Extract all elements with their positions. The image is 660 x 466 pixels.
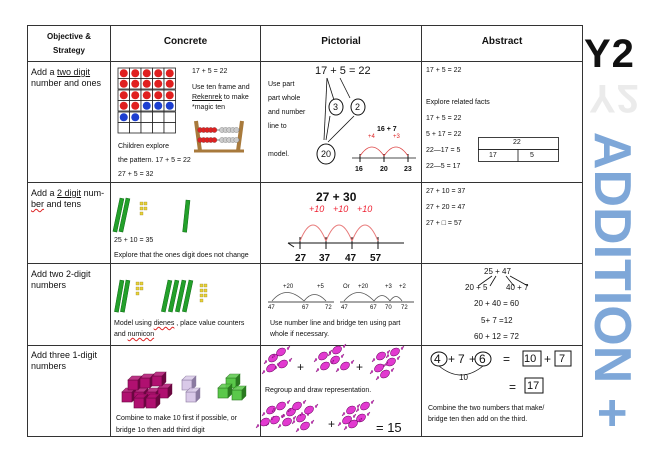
part-value: 2 bbox=[355, 102, 361, 112]
circled-number: 4 bbox=[434, 352, 441, 366]
operator: = bbox=[503, 352, 511, 366]
partition-right: 40 + 7 bbox=[506, 283, 529, 292]
circled-number: 6 bbox=[479, 352, 486, 366]
operator: + bbox=[448, 352, 456, 366]
objective-cell: Add two 2-digit numbers bbox=[31, 269, 91, 290]
caption: Regroup and draw representation. bbox=[265, 387, 372, 394]
abstract-line: 5+ 7 =12 bbox=[481, 316, 513, 325]
row-divider bbox=[28, 345, 582, 346]
equation: 17 + 5 = 22 bbox=[315, 65, 371, 77]
addition-banner: ADDITION + bbox=[583, 131, 641, 429]
abstract-line: 17 + 5 = 22 bbox=[426, 115, 462, 122]
jump-label: +5 bbox=[317, 284, 324, 290]
jump-label: +10 bbox=[309, 204, 325, 214]
operator: = bbox=[509, 380, 517, 394]
abstract-line: 27 + 20 = 47 bbox=[426, 204, 466, 211]
tick-label: 47 bbox=[345, 253, 357, 264]
jump-label: +2 bbox=[399, 284, 406, 290]
number-line bbox=[286, 215, 406, 251]
year-reflection: Y2 bbox=[589, 76, 640, 120]
objective-cell: Add a two digit number and ones bbox=[31, 67, 102, 88]
caption: bridge 1o then add third digit bbox=[116, 427, 205, 434]
abstract-line: 22—17 = 5 bbox=[426, 147, 461, 154]
number-line bbox=[352, 134, 418, 166]
bar-part: 5 bbox=[530, 152, 534, 159]
operator: + bbox=[544, 352, 552, 366]
abstract-line: Explore related facts bbox=[426, 99, 490, 106]
row-divider bbox=[28, 61, 582, 62]
caption: 27 + 5 = 32 bbox=[118, 171, 154, 178]
caption: Model using dienes , place value counters bbox=[114, 320, 245, 327]
caption: bridge ten then add on the third. bbox=[428, 416, 528, 423]
base-ten-sticks bbox=[116, 194, 206, 234]
jump-label: +3 bbox=[385, 284, 392, 290]
tick-label: 23 bbox=[404, 166, 412, 173]
caption: Use part part whole and number line to model. bbox=[268, 81, 306, 158]
caption: Explore that the ones digit does not change bbox=[114, 252, 249, 259]
bar-part: 17 bbox=[489, 152, 497, 159]
objective-cell: Add a 2 digit num- ber and tens bbox=[31, 188, 105, 209]
caption: *magic ten bbox=[192, 104, 226, 111]
jump-label: +20 bbox=[358, 284, 369, 290]
tick-label: 70 bbox=[385, 305, 392, 311]
tick-label: 27 bbox=[295, 253, 307, 264]
objective-cell: Add three 1-digit numbers bbox=[31, 350, 98, 371]
tick-label: 47 bbox=[341, 305, 348, 311]
plus-sign: + bbox=[328, 417, 336, 431]
base-ten-blocks bbox=[116, 276, 226, 314]
tick-label: 72 bbox=[325, 305, 332, 311]
caption: Combine the two numbers that make/ bbox=[428, 405, 545, 412]
jump-label: +20 bbox=[283, 284, 294, 290]
jump-label: +3 bbox=[393, 134, 400, 140]
partition-top: 25 + 47 bbox=[484, 267, 511, 276]
equation: 27 + 30 bbox=[316, 190, 357, 204]
jump-label: Or bbox=[343, 284, 350, 290]
abstract-line: 27 + 10 = 37 bbox=[426, 188, 466, 195]
tick-label: 67 bbox=[302, 305, 309, 311]
column-divider bbox=[421, 26, 422, 436]
caption: Rekenrek to make bbox=[192, 94, 249, 101]
caption: the pattern. 17 + 5 = 22 bbox=[118, 157, 191, 164]
result: = 15 bbox=[376, 420, 402, 435]
tick-label: 47 bbox=[268, 305, 275, 311]
cubes-image bbox=[118, 368, 248, 412]
boxed-number: 10 bbox=[524, 353, 537, 365]
column-divider bbox=[110, 26, 111, 436]
ten-frame-image bbox=[118, 68, 178, 136]
tick-label: 72 bbox=[401, 305, 408, 311]
caption: Combine to make 10 first if possible, or bbox=[116, 415, 237, 422]
part-value: 3 bbox=[333, 102, 339, 112]
header-objective: Objective & Strategy bbox=[46, 32, 91, 55]
abstract-line: 22—5 = 17 bbox=[426, 163, 461, 170]
plus-sign: + bbox=[356, 360, 364, 374]
operator: + bbox=[469, 352, 477, 366]
caption: and numicon bbox=[114, 331, 155, 338]
caption: Children explore bbox=[118, 143, 169, 150]
equation: 25 + 10 = 35 bbox=[114, 237, 154, 244]
jump-label: +10 bbox=[333, 204, 349, 214]
tick-label: 16 bbox=[355, 166, 363, 173]
abstract-line: 17 + 5 = 22 bbox=[426, 67, 462, 74]
caption: Use number line and bridge ten using part bbox=[270, 320, 401, 327]
abstract-line: 5 + 17 = 22 bbox=[426, 131, 462, 138]
boxed-number: 17 bbox=[527, 380, 540, 392]
tick-label: 67 bbox=[370, 305, 377, 311]
equation: 17 + 5 = 22 bbox=[192, 68, 228, 75]
plus-sign: + bbox=[297, 360, 305, 374]
year-label: Y2 bbox=[584, 32, 635, 76]
tick-label: 57 bbox=[370, 253, 382, 264]
row-divider bbox=[28, 182, 582, 183]
partition-left: 20 + 5 bbox=[465, 283, 488, 292]
rekenrek-image bbox=[190, 115, 248, 155]
jump-label: +10 bbox=[357, 204, 373, 214]
abstract-line: 27 + □ = 57 bbox=[426, 220, 462, 227]
tick-label: 37 bbox=[319, 253, 331, 264]
bar-total: 22 bbox=[513, 139, 521, 146]
boxed-number: 7 bbox=[559, 353, 566, 365]
number: 7 bbox=[458, 352, 465, 366]
header-concrete: Concrete bbox=[163, 36, 208, 47]
abstract-line: 20 + 40 = 60 bbox=[474, 299, 519, 308]
jump-label: +4 bbox=[368, 134, 375, 140]
abstract-line: 60 + 12 = 72 bbox=[474, 332, 519, 341]
caption: Use ten frame and bbox=[192, 84, 250, 91]
whole-value: 20 bbox=[321, 149, 332, 159]
tick-label: 20 bbox=[380, 166, 388, 173]
ten-label: 10 bbox=[459, 373, 468, 382]
header-pictorial: Pictorial bbox=[321, 36, 361, 47]
number-line-title: 16 + 7 bbox=[377, 126, 397, 133]
header-abstract: Abstract bbox=[481, 36, 523, 47]
caption: whole if necessary. bbox=[270, 331, 330, 338]
column-divider bbox=[260, 26, 261, 436]
